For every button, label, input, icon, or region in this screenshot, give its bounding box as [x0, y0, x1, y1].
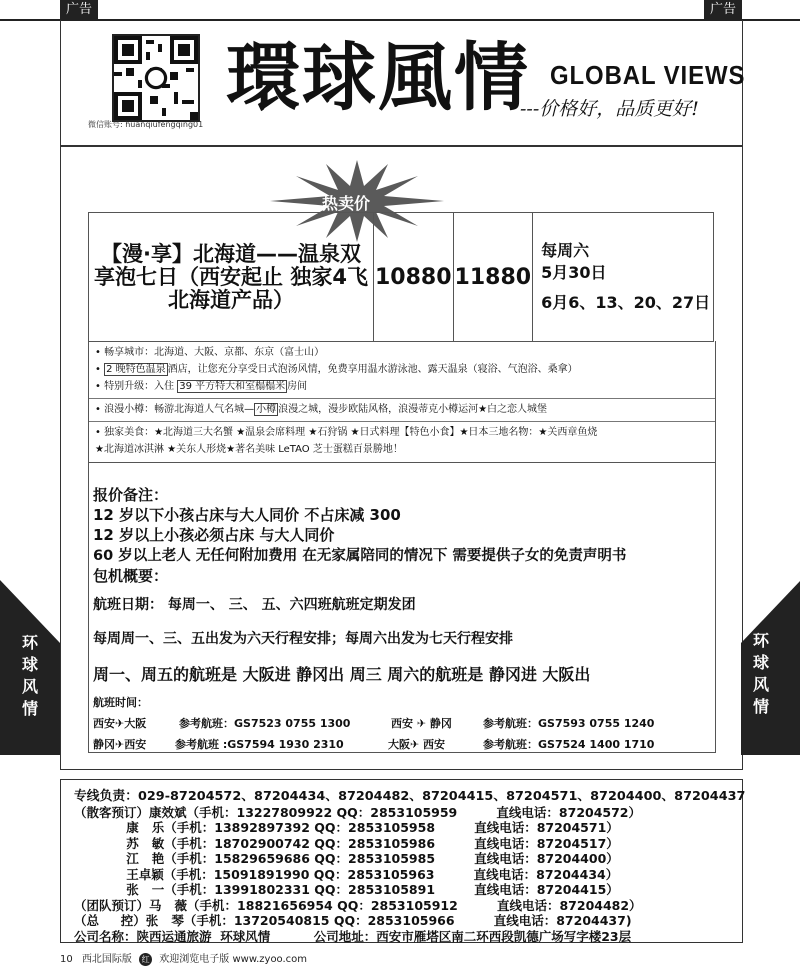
feature-food-1: • 独家美食：★北海道三大名蟹 ★温泉会席料理 ★石狩锅 ★日式料理【特色小食】★日本三地名物：★关西章鱼烧 [95, 427, 598, 438]
price-2: 11880 [453, 213, 533, 342]
contact-row: 苏 敏（手机：18702900742 QQ：2853105986 直线电话：87204517） [74, 835, 619, 851]
features-box [88, 341, 716, 463]
section-name: 西北国际版 [81, 954, 132, 965]
contact-row: （散客预订）康效斌（手机：13227809922 QQ：2853105959 直线电话：87204572） [74, 804, 641, 820]
offer-table [88, 212, 714, 342]
notes-line-3: 12 岁以上小孩必须占床 与大人同价 [93, 526, 335, 544]
company-info: 公司名称：陕西运通旅游 环球风情 公司地址：西安市雁塔区南二环西段凯德广场写字楼23层 [74, 928, 632, 944]
side-label-right: 环球风情 [752, 631, 769, 716]
flight-time-label: 航班时间： [93, 696, 148, 709]
contact-row: （总 控）张 琴（手机：13720540815 QQ：2853105966 直线电话：87204437) [74, 913, 632, 928]
feature-food-2: ★北海道冰淇淋 ★关东人形烧★著名美味 LeTAO 芝士蛋糕百景勝地！ [95, 444, 403, 455]
flight-1-ref: 参考航班：GS7523 0755 1300 [179, 717, 351, 730]
notes-line-2: 12 岁以下小孩占床与大人同价 不占床减 300 [93, 506, 401, 524]
contact-row: （团队预订）马 薇（手机：18821656954 QQ：2853105912 直线电话：87204482） [74, 897, 642, 913]
offer-title: 【漫·享】北海道——温泉双享泡七日（西安起止 独家4飞北海道产品） [89, 213, 374, 342]
brand-title: 環球風情 [226, 35, 530, 121]
contact-row: 王卓颖（手机：15091891990 QQ：2853105963 直线电话：87204434） [74, 866, 619, 882]
departure-dates [533, 213, 714, 342]
contact-row: 江 艳（手机：15829659686 QQ：2853105985 直线电话：87204400） [74, 851, 619, 866]
route-note: 周一、周五的航班是 大阪进 静冈出 周三 周六的航班是 静冈进 大阪出 [93, 665, 591, 684]
footer [60, 950, 307, 966]
date-2: 6月6、13、20、27日 [541, 293, 711, 312]
flight-3-route: 静冈✈西安 [93, 738, 147, 751]
footer-text[interactable]: 欢迎浏览电子版 www.zyoo.com [159, 954, 308, 965]
feature-cities: • 畅享城市：北海道、大阪、京都、东京（富士山） [95, 347, 325, 358]
price-1: 10880 [374, 213, 454, 342]
flight-4-ref: 参考航班：GS7524 1400 1710 [483, 738, 655, 751]
hot-sale-label: 热卖价 [322, 194, 371, 213]
feature-upgrade: • 特别升级：入住 39 平方特大和室榻榻米 房间 [95, 381, 308, 392]
contact-row: 张 一（手机：13991802331 QQ：2853105891 直线电话：87204415） [74, 882, 619, 897]
notes-heading: 报价备注： [93, 486, 169, 504]
flight-2-ref: 参考航班：GS7593 0755 1240 [483, 717, 655, 730]
charter-heading: 包机概要： [93, 567, 169, 585]
qr-code-icon [114, 36, 198, 120]
flight-3-ref: 参考航班 :GS7594 1930 2310 [175, 738, 344, 751]
footer-badge-icon: 红 [139, 953, 152, 966]
date-1: 5月30日 [541, 263, 607, 282]
ad-tag-left: 广告 [60, 0, 98, 20]
schedule: 每周六 [541, 241, 590, 260]
ad-tag-right: 广告 [704, 0, 742, 20]
side-label-left: 环球风情 [21, 633, 38, 718]
notes-box [88, 462, 716, 753]
slogan: ---价格好，品质更好! [520, 98, 699, 120]
page-number: 10 [60, 954, 73, 965]
flight-1-route: 西安✈大阪 [93, 717, 147, 730]
hotline: 专线负责：029-87204572、87204434、87204482、87204415、87204571、87204400、87204437 [74, 789, 746, 804]
flight-4-route: 大阪✈ 西安 [388, 738, 446, 751]
qr-code[interactable] [112, 34, 200, 122]
feature-otaru: • 浪漫小樽：畅游北海道人气名城— 小樽 浪漫之城，漫步欧陆风格，浪漫蒂克小樽运河★白之恋人城堡 [95, 404, 548, 415]
notes-line-4: 60 岁以上老人 无任何附加费用 在无家属陪同的情况下 需要提供子女的免责声明书 [93, 548, 627, 564]
global-views-title: GLOBAL VIEWS [550, 60, 746, 90]
flight-days: 航班日期： 每周一、 三、 五、六四班航班定期发团 [93, 597, 416, 613]
wechat-id: 微信账号: huanqiufengqing01 [88, 120, 204, 129]
contact-row: 康 乐（手机：13892897392 QQ：2853105958 直线电话：87204571） [74, 820, 619, 835]
contacts-block [74, 789, 745, 944]
flight-2-route: 西安 ✈ 静冈 [391, 717, 452, 730]
feature-hotel: • 2 晚特色温泉 酒店，让您充分享受日式泡汤风情，免费享用温水游泳池、露天温泉（寝浴、气泡浴、桑拿） [95, 364, 578, 375]
itinerary-note: 每周周一、三、五出发为六天行程安排；每周六出发为七天行程安排 [93, 631, 513, 647]
